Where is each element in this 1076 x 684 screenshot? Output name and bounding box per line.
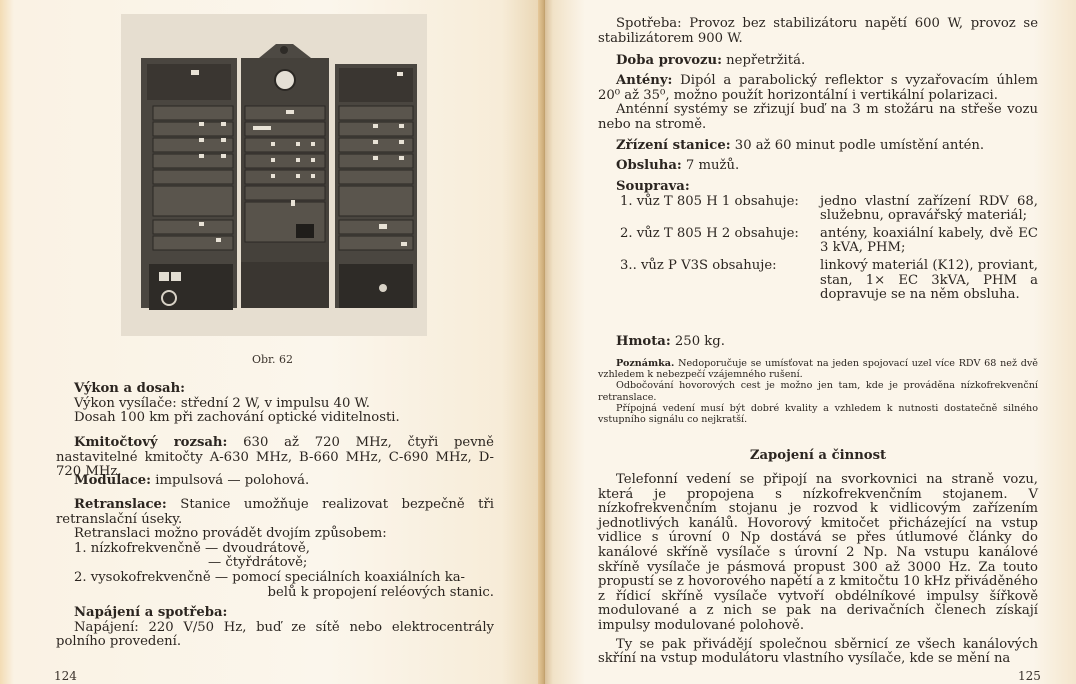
napajeni-section — [56, 606, 494, 650]
vykon-heading: Výkon a dosah: — [74, 381, 186, 396]
obsluha-text: 7 mužů. — [681, 158, 740, 173]
souprava-item: 3.. vůz P V3S obsahuje: linkový materiál (K12), proviant, stan, 1× EC 3kVA, PHM a dopravuje se na něm obsluha. — [620, 257, 1038, 303]
doba-label: Doba provozu: — [616, 53, 722, 68]
zrizeni-text: 30 až 60 minut podle umístění antén. — [730, 138, 985, 153]
zapojeni-heading: Zapojení a činnost — [749, 448, 887, 463]
retranslace-item1a: 1. nízkofrekvenčně — dvoudrátově, — [74, 540, 310, 556]
equipment-photo — [121, 14, 427, 336]
figure-caption: Obr. 62 — [251, 353, 294, 366]
zapojeni-p2: Ty se pak přivádějí společnou sběrnicí ze všech kanálových skříní na vstup modulátoru vlastního vysílače, kde se mění na — [598, 636, 1038, 667]
anteny-text: Dipól a parabolický reflektor s vyzařovacím úhlem 20⁰ až 35⁰, možno použít horizontální i vertikální polarizaci. — [598, 73, 1038, 103]
souprava-item: 2. vůz T 805 H 2 obsahuje: antény, koaxiální kabely, dvě EC 3 kVA, PHM; — [620, 225, 1038, 256]
anteny-line2: Anténní systémy se zřizují buď na 3 m stožáru na střeše vozu nebo na stromě. — [598, 102, 1038, 132]
retranslace-item2a: 2. vysokofrekvenčně — pomocí speciálních koaxiálních ka- — [74, 569, 466, 585]
souprava-heading: Souprava: — [616, 179, 690, 194]
poznamka-text: Nedoporučuje se umísťovat na jeden spojovací uzel více RDV 68 než dvě vzhledem k nebezpečí vzájemného rušení. — [598, 358, 1038, 381]
retranslace-item1b: — čtyřdrátově; — [208, 555, 308, 571]
vykon-line1: Výkon vysílače: střední 2 W, v impulsu 40 W. — [74, 395, 370, 411]
modulace-label: Modulace: — [74, 473, 152, 488]
poznamka-label: Poznámka. — [616, 358, 675, 369]
zrizeni-label: Zřízení stanice: — [616, 138, 731, 153]
napajeni-heading: Napájení a spotřeba: — [74, 605, 228, 620]
doba-provozu — [598, 54, 1038, 69]
vykon-section — [56, 382, 494, 426]
kmitoctovy-label: Kmitočtový rozsah: — [74, 435, 228, 450]
poznamka-p2: Odbočování hovorových cest je možno jen tam, kde je prováděna nízkofrekvenční retranslace. — [598, 380, 1038, 403]
vykon-line2: Dosah 100 km při zachování optické viditelnosti. — [74, 410, 400, 426]
anteny-section — [598, 74, 1038, 132]
page-number-right: 125 — [1018, 669, 1041, 683]
retranslace-text: Stanice umožňuje realizovat bezpečně tři retranslační úseky. — [56, 497, 494, 527]
page-number-left: 124 — [54, 669, 77, 683]
poznamka-p3: Přípojná vedení musí být dobré kvality a vzhledem k nutnosti dostatečně silného vstupního signálu co nejkratší. — [598, 402, 1038, 426]
hmota — [598, 335, 1038, 350]
retranslace-label: Retranslace: — [74, 497, 167, 512]
hmota-text: 250 kg. — [670, 334, 725, 349]
souprava-item: 1. vůz T 805 H 1 obsahuje: jedno vlastní zařízení RDV 68, služebnu, opravářský materiál; — [620, 193, 1038, 224]
spotreba-paragraph: Spotřeba: Provoz bez stabilizátoru napětí 600 W, provoz se stabilizátorem 900 W. — [598, 16, 1038, 46]
poznamka-note — [598, 358, 1038, 425]
zapojeni-body — [598, 473, 1038, 667]
kmitoctovy-text: 630 až 720 MHz, čtyři pevně nastavitelné kmitočty A-630 MHz, B-660 MHz, C-690 MHz, D-720 MHz. — [56, 435, 494, 480]
anteny-label: Antény: — [616, 73, 673, 88]
radio-racks-illustration — [121, 14, 427, 336]
doba-text: nepřetržitá. — [721, 53, 806, 68]
souprava-section — [598, 180, 1038, 303]
obsluha — [598, 159, 1038, 174]
obsluha-label: Obsluha: — [616, 158, 682, 173]
zrizeni-stanice — [598, 139, 1038, 154]
zapojeni-p1: Telefonní vedení se připojí na svorkovnici na straně vozu, která je propojena s nízkofrekvenčním stojanem. V nízkofrekvenčním stojanu je rozvod k vidlicovým zařízením jednotlivých kanálů. Hovorový kmitočet přicházející na vstup vidlice s úrovní 0 Np dostává se přes útlumové články do kanálové skříně vysílače s úrovní 2 Np. Na vstupu kanálové skříně vysílače je pásmová propust 300 až 3000 Hz. Za touto propustí se z hovorového napětí a z kmitočtu 10 kHz přiváděného z řídicí skříně vysílače vytvoří obdélníkové impulsy šířkově modulované a z nich se pak na derivačních členech získají impulsy modulované polohově. — [598, 472, 1038, 633]
modulace-section — [56, 474, 494, 489]
hmota-label: Hmota: — [616, 334, 671, 349]
modulace-text: impulsová — polohová. — [151, 473, 310, 488]
retranslace-item2b: belů k propojení reléových stanic. — [267, 584, 494, 600]
napajeni-text: Napájení: 220 V/50 Hz, buď ze sítě nebo elektrocentrály polního provedení. — [56, 619, 494, 650]
retranslace-section — [56, 498, 494, 600]
retranslace-line2: Retranslaci možno provádět dvojím způsobem: — [74, 526, 387, 542]
